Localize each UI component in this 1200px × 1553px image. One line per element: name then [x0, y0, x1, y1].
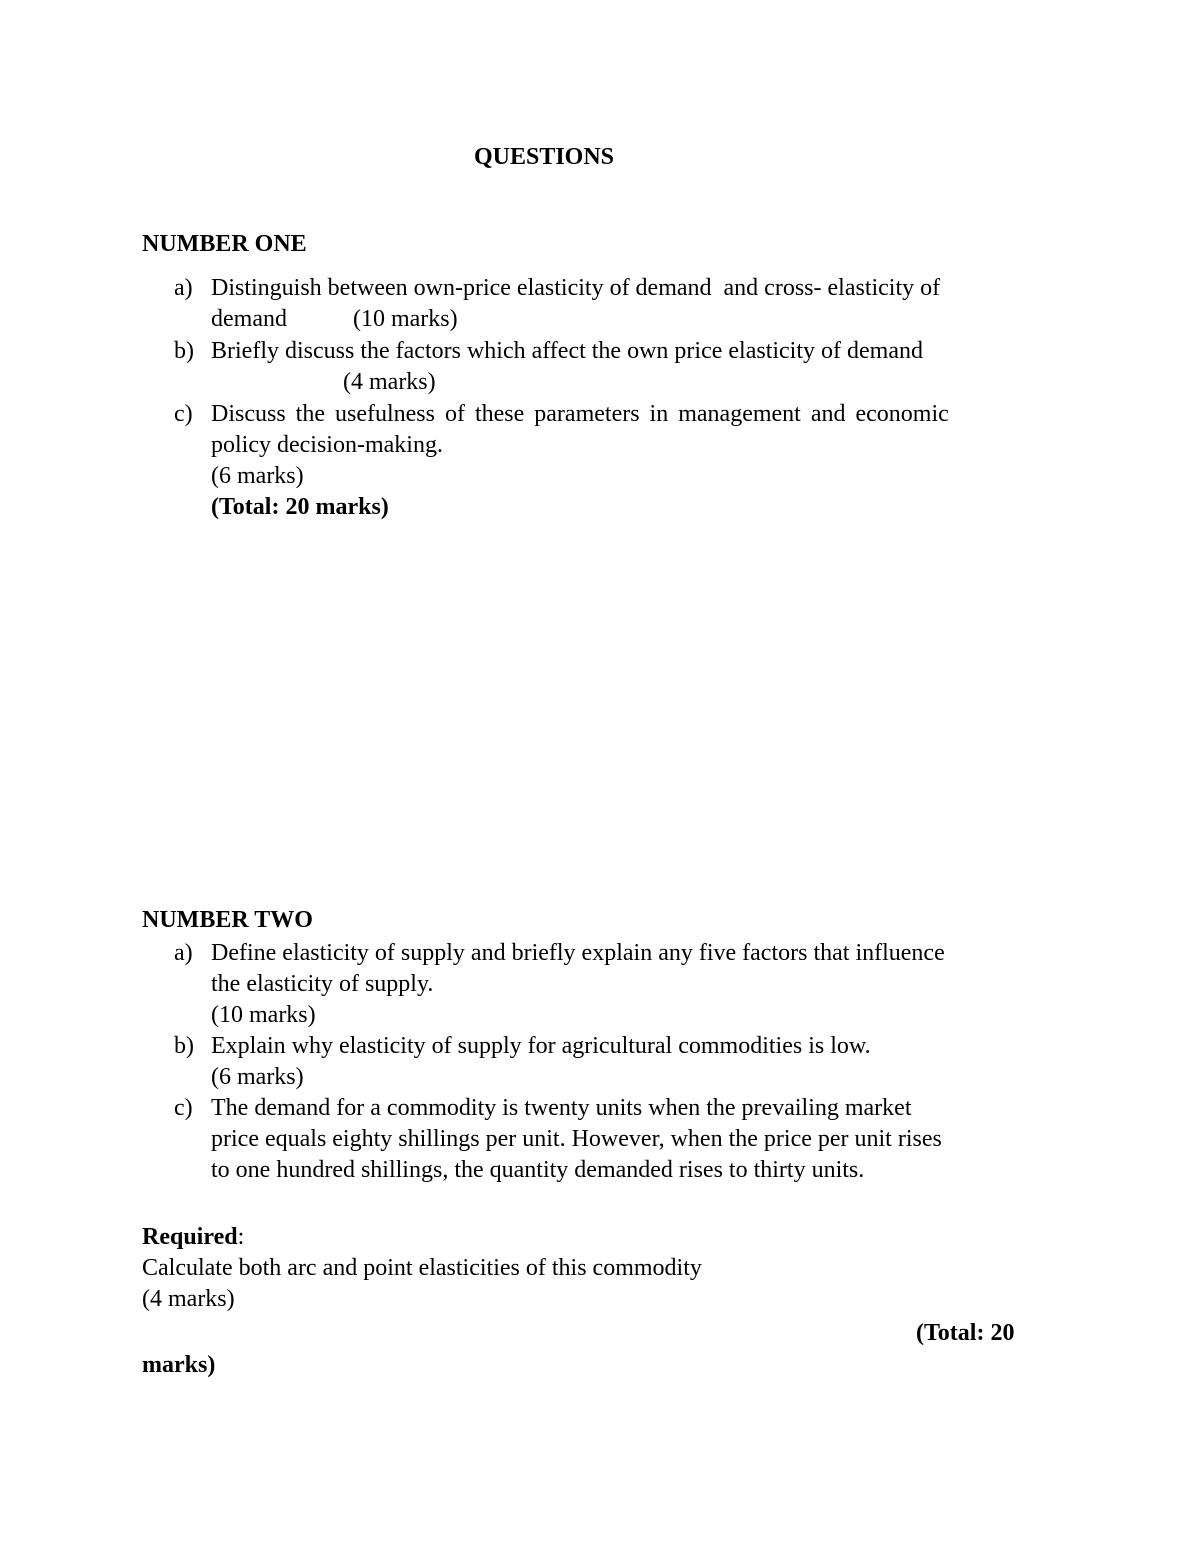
question-marks: (4 marks) [343, 369, 436, 395]
question-line: to one hundred shillings, the quantity demanded rises to thirty units. [211, 1157, 865, 1183]
required-text: Calculate both arc and point elasticities of this commodity [142, 1255, 702, 1281]
question-line-text: demand [211, 306, 287, 332]
required-label: Required [142, 1224, 238, 1250]
question-letter: b) [174, 1033, 194, 1059]
question-text [211, 1093, 1060, 1186]
question-2a [174, 938, 1060, 1031]
question-line: Explain why elasticity of supply for agricultural commodities is low. [211, 1033, 871, 1059]
question-list-one [174, 273, 1060, 523]
question-line: Briefly discuss the factors which affect the own price elasticity of demand [211, 338, 923, 364]
question-text [211, 1031, 1060, 1093]
question-line: Define elasticity of supply and briefly explain any five factors that influence [211, 940, 945, 966]
question-line: the elasticity of supply. [211, 971, 434, 997]
section-heading-one: NUMBER ONE [142, 231, 307, 257]
question-text [211, 938, 1060, 1031]
question-1b [174, 336, 1060, 398]
question-marks: (6 marks) [211, 463, 304, 489]
required-section [142, 1222, 1042, 1315]
total-marks-part2: marks) [142, 1352, 216, 1378]
question-marks: (10 marks) [352, 306, 458, 332]
page-title: QUESTIONS [473, 144, 615, 170]
question-marks: (10 marks) [211, 1002, 316, 1028]
question-total: (Total: 20 marks) [211, 494, 389, 520]
question-line [211, 304, 1060, 335]
required-heading [142, 1222, 1042, 1253]
required-colon: : [237, 1224, 245, 1250]
question-letter: a) [174, 275, 193, 301]
question-text [211, 273, 1060, 335]
question-marks: (6 marks) [211, 1064, 304, 1090]
question-text [211, 399, 1060, 523]
question-2c [174, 1093, 1060, 1186]
question-1c [174, 399, 1060, 523]
total-marks-part1: (Total: 20 [916, 1320, 1015, 1346]
question-letter: c) [174, 1095, 193, 1121]
question-line: policy decision-making. [211, 432, 443, 458]
question-line: The demand for a commodity is twenty units when the prevailing market [211, 1095, 912, 1121]
question-letter: c) [174, 401, 193, 427]
question-line: Distinguish between own-price elasticity of demand and cross- elasticity of [211, 275, 941, 301]
question-text [211, 336, 1060, 398]
question-2b [174, 1031, 1060, 1093]
question-letter: b) [174, 338, 194, 364]
question-line: Discuss the usefulness of these parameters in management and economic [211, 401, 949, 427]
question-list-two [174, 938, 1060, 1186]
question-1a [174, 273, 1060, 335]
question-letter: a) [174, 940, 193, 966]
section-heading-two: NUMBER TWO [142, 907, 313, 933]
required-marks: (4 marks) [142, 1286, 235, 1312]
question-line: price equals eighty shillings per unit. However, when the price per unit rises [211, 1126, 942, 1152]
